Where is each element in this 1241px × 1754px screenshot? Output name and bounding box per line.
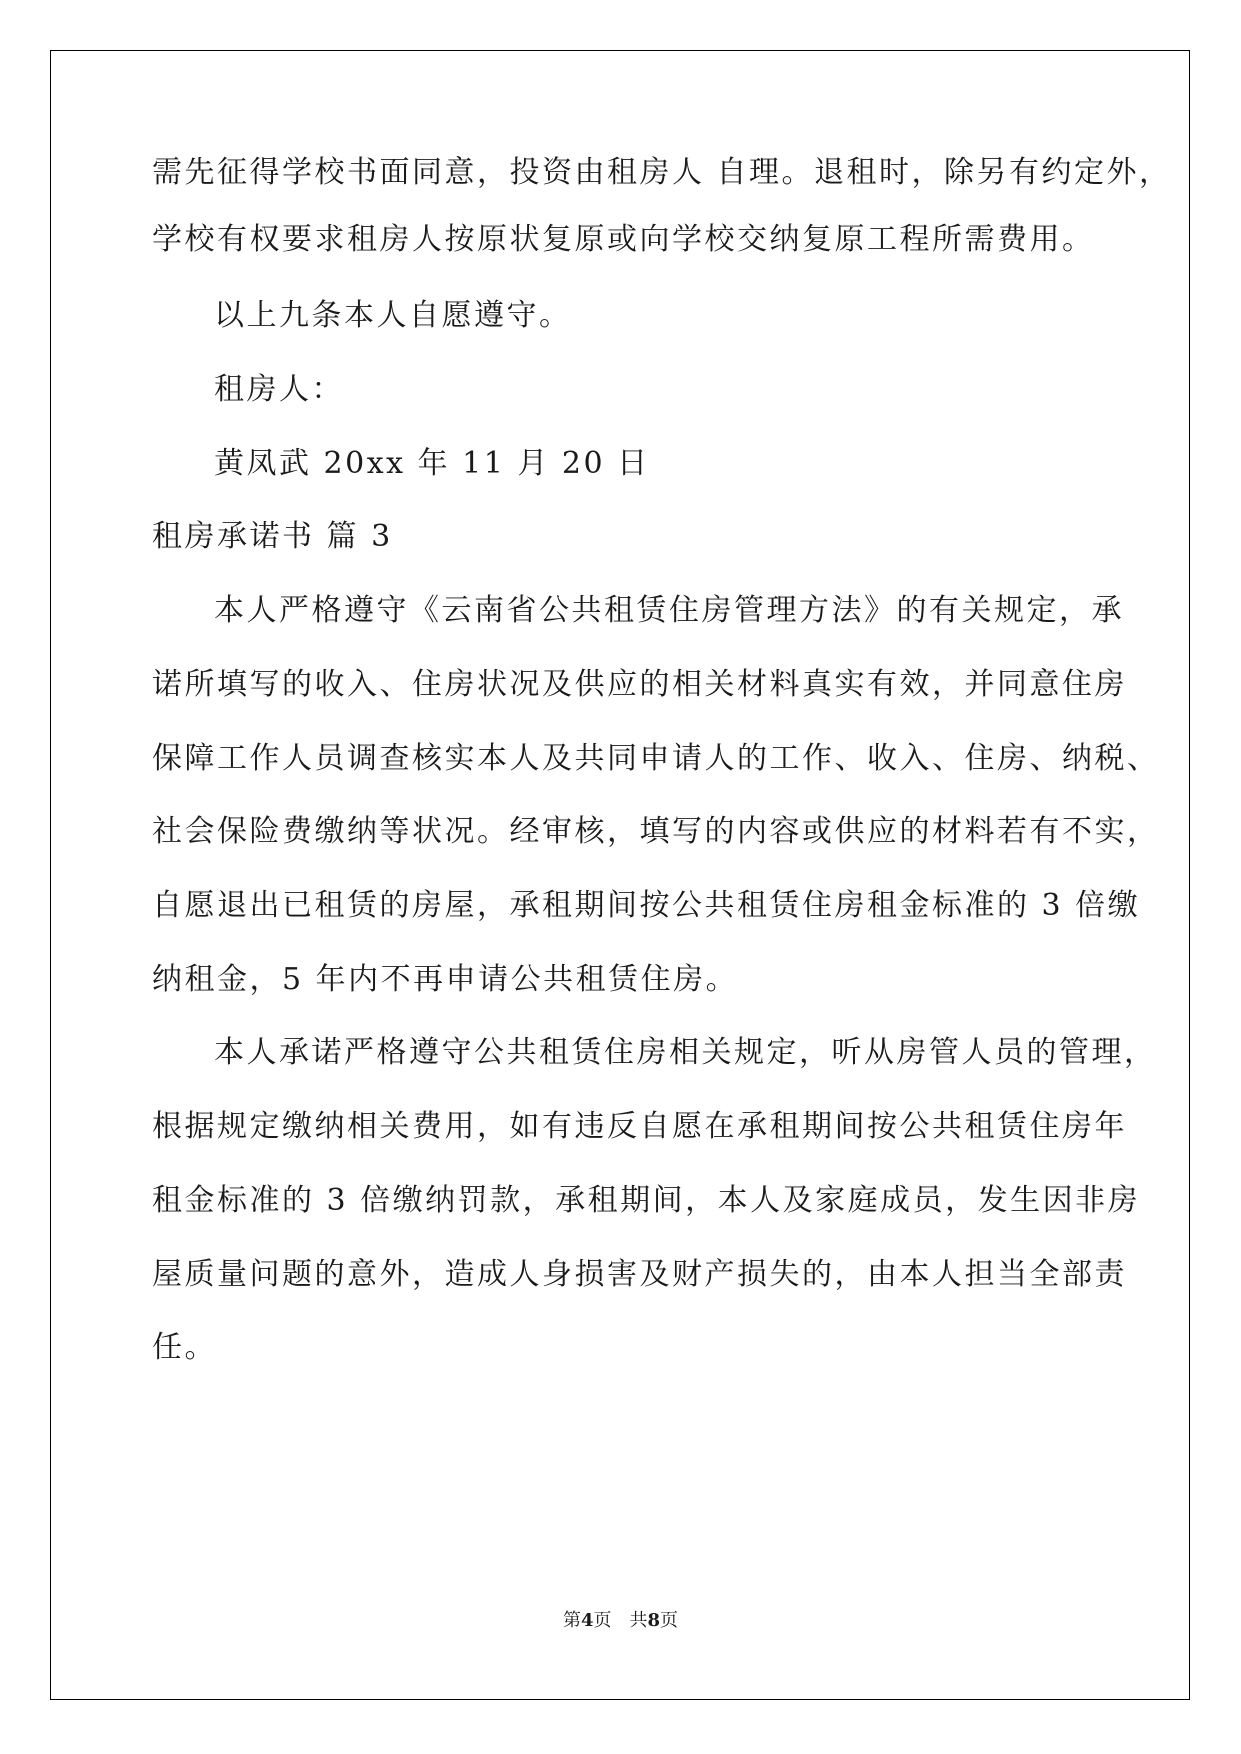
text-line-14: 根据规定缴纳相关费用，如有违反自愿在承租期间按公共租赁住房年 — [152, 1109, 1127, 1144]
footer-total-pages: 8 — [647, 1610, 661, 1631]
text-line-15: 租金标准的 3 倍缴纳罚款，承租期间，本人及家庭成员，发生因非房 — [152, 1183, 1141, 1218]
text-line-9: 保障工作人员调查核实本人及共同申请人的工作、收入、住房、纳税、 — [152, 741, 1160, 776]
text-line-8: 诺所填写的收入、住房状况及供应的相关材料真实有效，并同意住房 — [152, 667, 1127, 702]
page-footer — [0, 1609, 1241, 1633]
footer-mid: 页 共 — [593, 1610, 648, 1631]
text-line-1: 需先征得学校书面同意，投资由租房人 自理。退租时，除另有约定外， — [152, 155, 1172, 190]
text-line-2: 学校有权要求租房人按原状复原或向学校交纳复原工程所需费用。 — [152, 222, 1095, 257]
text-line-3: 以上九条本人自愿遵守。 — [214, 298, 572, 333]
footer-prefix: 第 — [562, 1610, 581, 1631]
footer-suffix: 页 — [660, 1610, 679, 1631]
text-line-12: 纳租金，5 年内不再申请公共租赁住房。 — [152, 962, 739, 997]
text-line-4: 租房人： — [214, 372, 344, 407]
text-line-5: 黄凤武 20xx 年 11 月 20 日 — [214, 446, 650, 481]
footer-current-page: 4 — [580, 1610, 594, 1631]
text-line-17: 任。 — [152, 1330, 217, 1365]
text-line-13: 本人承诺严格遵守公共租赁住房相关规定，听从房管人员的管理， — [214, 1035, 1157, 1070]
text-line-10: 社会保险费缴纳等状况。经审核，填写的内容或供应的材料若有不实， — [152, 814, 1160, 849]
text-line-11: 自愿退出已租赁的房屋，承租期间按公共租赁住房租金标准的 3 倍缴 — [152, 888, 1141, 923]
section-heading: 租房承诺书 篇 3 — [152, 519, 393, 554]
text-line-16: 屋质量问题的意外，造成人身损害及财产损失的，由本人担当全部责 — [152, 1257, 1127, 1292]
text-line-7: 本人严格遵守《云南省公共租赁住房管理方法》的有关规定，承 — [214, 593, 1124, 628]
